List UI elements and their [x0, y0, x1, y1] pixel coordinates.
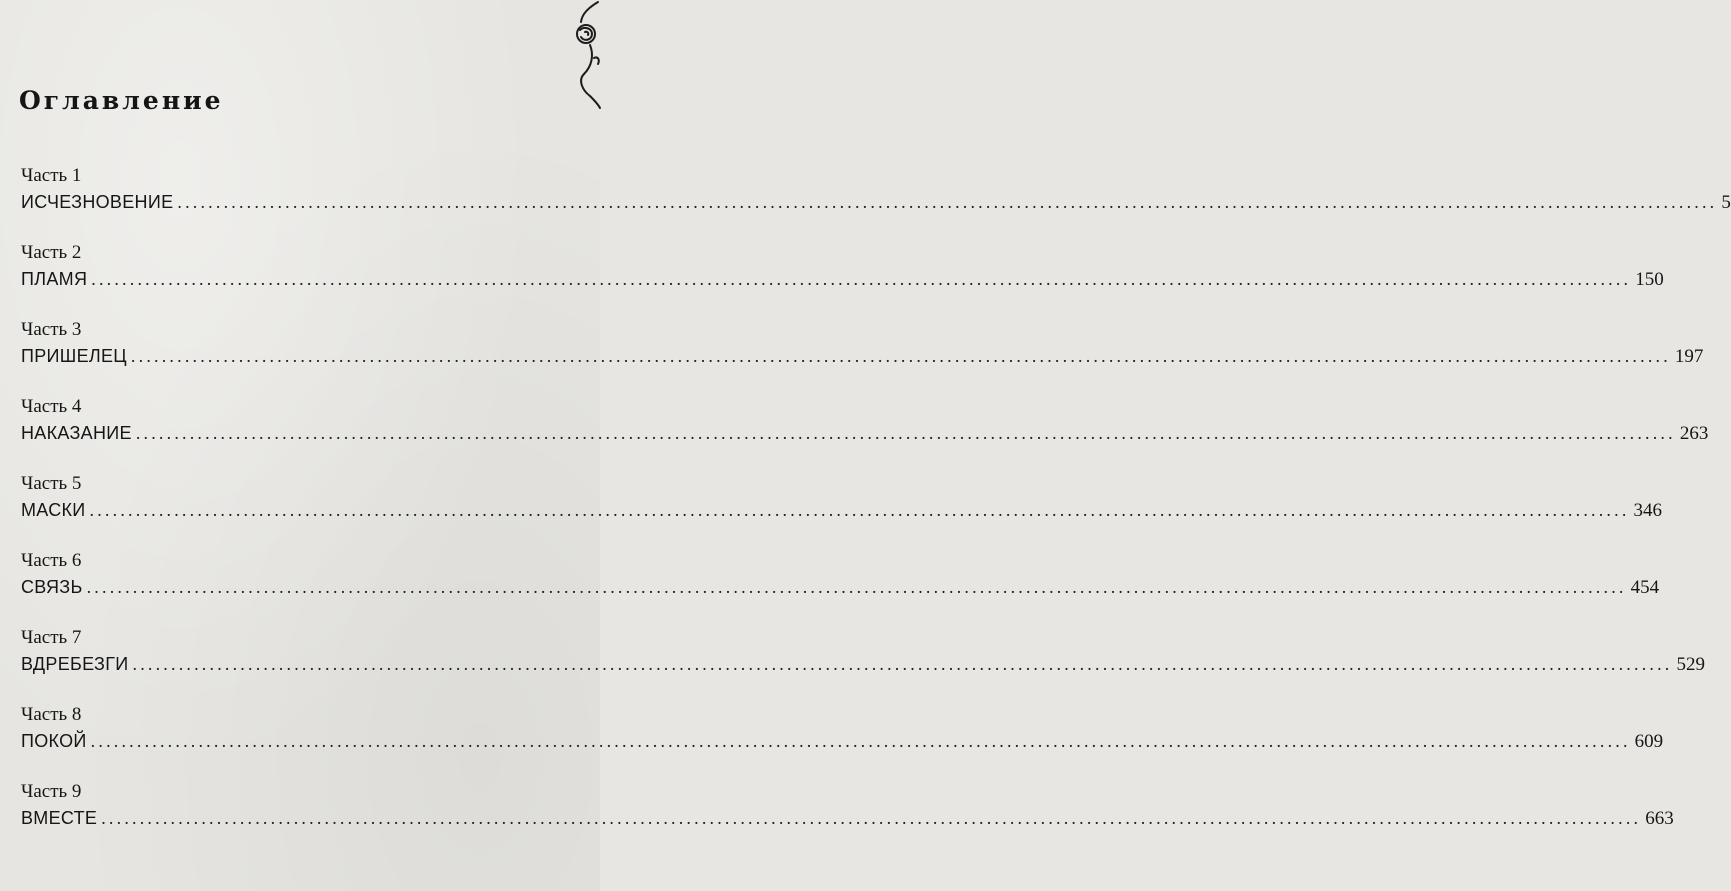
- toc-entry-8: [21, 703, 1664, 780]
- part-label: Часть 5: [21, 473, 82, 494]
- chapter-title: ВМЕСТЕ: [21, 808, 98, 828]
- part-label: Часть 2: [21, 242, 82, 263]
- dot-leader: ........................................................................................................................................................................................................: [130, 346, 1671, 366]
- chapter-title: ПРИШЕЛЕЦ: [21, 346, 127, 366]
- dot-leader: ........................................................................................................................................................................................................: [90, 731, 1631, 751]
- chapter-title: МАСКИ: [21, 500, 86, 520]
- dot-leader: ........................................................................................................................................................................................................: [86, 577, 1627, 597]
- chapter-title: ПОКОЙ: [21, 731, 87, 751]
- part-label: Часть 7: [21, 627, 82, 648]
- toc-row: [21, 650, 1705, 678]
- toc-entry-6: [21, 549, 1660, 626]
- dot-leader: ........................................................................................................................................................................................................: [177, 192, 1718, 212]
- page-number: 197: [1674, 346, 1704, 367]
- toc-entry-9: [21, 780, 1674, 857]
- part-label: Часть 8: [21, 704, 82, 725]
- page-number: 609: [1634, 731, 1664, 752]
- toc-row: [21, 573, 1660, 601]
- page-number: 263: [1679, 423, 1709, 444]
- dot-leader: ........................................................................................................................................................................................................: [91, 269, 1632, 289]
- page-number: 529: [1676, 654, 1705, 675]
- chapter-title: ПЛАМЯ: [21, 269, 88, 289]
- toc-entry-4: [21, 395, 1709, 472]
- toc-entry-3: [21, 318, 1704, 395]
- part-label: Часть 4: [21, 396, 82, 417]
- page-number: 663: [1645, 808, 1674, 829]
- toc-entry-5: [21, 472, 1663, 549]
- toc-row: [21, 419, 1709, 447]
- part-label: Часть 1: [21, 165, 82, 186]
- toc-entry-1: [21, 164, 1731, 241]
- chapter-title: НАКАЗАНИЕ: [21, 423, 132, 443]
- dot-leader: ........................................................................................................................................................................................................: [132, 654, 1673, 674]
- dot-leader: ........................................................................................................................................................................................................: [135, 423, 1676, 443]
- rose-ornament-icon: [554, 0, 600, 110]
- page-number: 454: [1630, 577, 1660, 598]
- toc-row: [21, 496, 1663, 524]
- table-of-contents: [21, 164, 1731, 857]
- chapter-title: ВДРЕБЕЗГИ: [21, 654, 129, 674]
- toc-row: [21, 265, 1664, 293]
- toc-row: [21, 727, 1664, 755]
- page-number: 5: [1721, 192, 1731, 213]
- page-title: Оглавление: [19, 86, 224, 115]
- dot-leader: ........................................................................................................................................................................................................: [89, 500, 1630, 520]
- dot-leader: ........................................................................................................................................................................................................: [101, 808, 1642, 828]
- part-label: Часть 3: [21, 319, 82, 340]
- chapter-title: СВЯЗЬ: [21, 577, 83, 597]
- toc-row: [21, 804, 1674, 832]
- toc-row: [21, 188, 1731, 216]
- part-label: Часть 6: [21, 550, 82, 571]
- toc-row: [21, 342, 1704, 370]
- page-number: 150: [1635, 269, 1664, 290]
- chapter-title: ИСЧЕЗНОВЕНИЕ: [21, 192, 174, 212]
- toc-entry-7: [21, 626, 1705, 703]
- page-number: 346: [1633, 500, 1663, 521]
- part-label: Часть 9: [21, 781, 82, 802]
- toc-entry-2: [21, 241, 1664, 318]
